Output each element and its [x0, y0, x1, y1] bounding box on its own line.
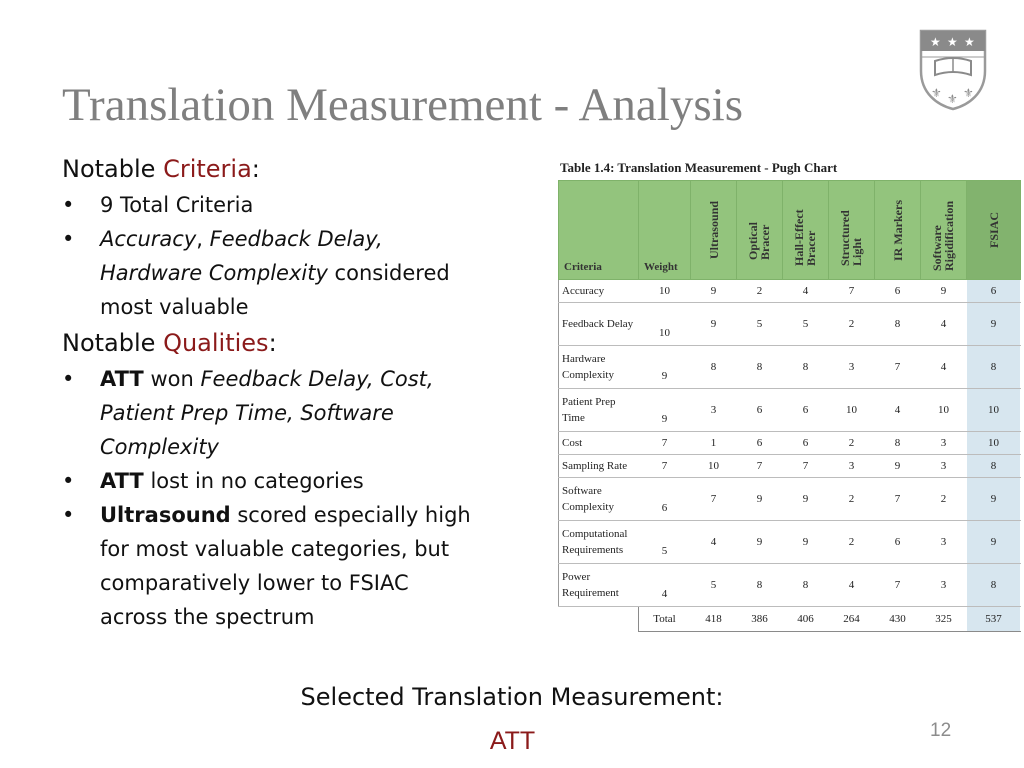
score-cell: 9 [691, 280, 737, 303]
bullet-italic: Feedback Delay, Cost, Patient Prep Time, Software Complexity [100, 367, 434, 459]
score-cell: 3 [921, 432, 967, 455]
heading-suffix: : [268, 329, 277, 357]
score-cell: 2 [829, 303, 875, 346]
score-cell: 7 [783, 455, 829, 478]
score-cell: 3 [829, 455, 875, 478]
total-row [559, 607, 1021, 632]
score-cell: 5 [783, 303, 829, 346]
column-header-label: Ultrasound [706, 200, 721, 259]
score-cell: 6 [967, 280, 1021, 303]
table-row [559, 455, 1021, 478]
list-item [62, 222, 482, 324]
score-cell: 10 [829, 389, 875, 432]
bullet-bold: ATT [100, 469, 144, 493]
score-cell: 9 [921, 280, 967, 303]
table-header-row [559, 181, 1021, 280]
selected-label: Selected Translation Measurement: [300, 683, 724, 711]
criteria-heading [62, 150, 482, 188]
score-cell: 9 [691, 303, 737, 346]
score-cell: 1 [691, 432, 737, 455]
svg-text:⚜: ⚜ [947, 92, 958, 106]
table-row [559, 389, 1021, 432]
score-cell: 6 [783, 389, 829, 432]
total-cell: 386 [737, 607, 783, 632]
bullet-italic: Accuracy [100, 227, 197, 251]
slide-title: Translation Measurement - Analysis [62, 79, 743, 131]
blank-cell [559, 607, 639, 632]
score-cell: 6 [783, 432, 829, 455]
column-header-label: IR Markers [890, 199, 905, 261]
score-cell: 7 [829, 280, 875, 303]
table-row [559, 432, 1021, 455]
score-cell: 6 [737, 389, 783, 432]
column-header-option [829, 181, 875, 280]
score-cell: 6 [875, 280, 921, 303]
pugh-chart [558, 160, 1020, 632]
total-cell: 264 [829, 607, 875, 632]
score-cell: 2 [829, 521, 875, 564]
criteria-cell: Feedback Delay [559, 303, 639, 346]
score-cell: 8 [737, 564, 783, 607]
bullet-text: lost in no categories [143, 469, 364, 493]
score-cell: 2 [829, 478, 875, 521]
score-cell: 8 [875, 303, 921, 346]
score-cell: 4 [691, 521, 737, 564]
score-cell: 10 [967, 389, 1021, 432]
table-row [559, 346, 1021, 389]
score-cell: 10 [921, 389, 967, 432]
score-cell: 4 [921, 346, 967, 389]
qualities-bullets [62, 362, 482, 634]
score-cell: 9 [967, 303, 1021, 346]
total-cell: 537 [967, 607, 1021, 632]
weight-cell: 5 [639, 521, 691, 564]
score-cell: 8 [967, 564, 1021, 607]
criteria-cell: Computational Requirements [559, 521, 639, 564]
score-cell: 8 [783, 564, 829, 607]
score-cell: 4 [783, 280, 829, 303]
total-cell: 325 [921, 607, 967, 632]
score-cell: 9 [967, 478, 1021, 521]
column-header-option [875, 181, 921, 280]
column-header-option [783, 181, 829, 280]
list-item [62, 362, 482, 464]
column-header-label: Hall-Effect Bracer [791, 209, 818, 266]
bullet-glyph: • [62, 469, 75, 493]
heading-prefix: Notable [62, 155, 164, 183]
svg-text:★: ★ [930, 35, 941, 49]
qualities-heading [62, 324, 482, 362]
weight-cell: 9 [639, 346, 691, 389]
criteria-cell: Accuracy [559, 280, 639, 303]
column-header-fsiac [967, 181, 1021, 280]
weight-cell: 9 [639, 389, 691, 432]
weight-cell: 4 [639, 564, 691, 607]
bullet-text: scored especially high for most valuable categories, but comparatively lower to FSIAC across the spectrum [100, 503, 471, 629]
table-row [559, 280, 1021, 303]
score-cell: 4 [875, 389, 921, 432]
bullet-text: won [143, 367, 201, 391]
bullet-bold: ATT [100, 367, 144, 391]
score-cell: 7 [737, 455, 783, 478]
bullet-italic: Feedback Delay, Hardware Complexity [100, 227, 383, 285]
score-cell: 2 [829, 432, 875, 455]
score-cell: 8 [783, 346, 829, 389]
score-cell: 7 [875, 564, 921, 607]
total-cell: 418 [691, 607, 737, 632]
bullet-text: considered most valuable [100, 261, 450, 319]
weight-cell: 10 [639, 303, 691, 346]
score-cell: 3 [921, 455, 967, 478]
score-cell: 2 [737, 280, 783, 303]
list-item [62, 464, 482, 498]
score-cell: 6 [875, 521, 921, 564]
column-header-label: Structured Light [837, 210, 864, 266]
criteria-cell: Power Requirement [559, 564, 639, 607]
weight-cell: 7 [639, 432, 691, 455]
criteria-bullets [62, 188, 482, 324]
total-label: Total [639, 607, 691, 632]
heading-accent: Criteria [163, 155, 252, 183]
svg-text:⚜: ⚜ [963, 86, 974, 100]
score-cell: 4 [921, 303, 967, 346]
score-cell: 2 [921, 478, 967, 521]
bullet-glyph: • [62, 193, 75, 217]
table-row [559, 521, 1021, 564]
score-cell: 7 [875, 346, 921, 389]
score-cell: 7 [875, 478, 921, 521]
score-cell: 10 [967, 432, 1021, 455]
score-cell: 9 [967, 521, 1021, 564]
university-crest-logo [917, 27, 989, 111]
score-cell: 9 [875, 455, 921, 478]
total-cell: 430 [875, 607, 921, 632]
column-header-option [737, 181, 783, 280]
score-cell: 3 [829, 346, 875, 389]
score-cell: 6 [737, 432, 783, 455]
heading-suffix: : [251, 155, 260, 183]
table-row [559, 478, 1021, 521]
column-header-criteria: Criteria [559, 181, 639, 280]
score-cell: 9 [737, 478, 783, 521]
pugh-table [558, 180, 1021, 632]
criteria-cell: Cost [559, 432, 639, 455]
bullet-text: , [196, 227, 210, 251]
column-header-label: Optical Bracer [745, 222, 772, 260]
score-cell: 9 [783, 521, 829, 564]
table-caption: Table 1.4: Translation Measurement - Pugh Chart [560, 160, 838, 175]
weight-cell: 10 [639, 280, 691, 303]
score-cell: 8 [737, 346, 783, 389]
score-cell: 3 [691, 389, 737, 432]
column-header-option [691, 181, 737, 280]
svg-text:⚜: ⚜ [931, 86, 942, 100]
bullet-text: 9 Total Criteria [100, 193, 254, 217]
svg-text:★: ★ [964, 35, 975, 49]
bullet-glyph: • [62, 227, 75, 251]
column-header-label: Software Rigidification [929, 200, 956, 271]
score-cell: 4 [829, 564, 875, 607]
list-item [62, 498, 482, 634]
table-row [559, 303, 1021, 346]
criteria-cell: Software Complexity [559, 478, 639, 521]
score-cell: 8 [691, 346, 737, 389]
score-cell: 9 [783, 478, 829, 521]
selected-value: ATT [489, 727, 536, 755]
heading-accent: Qualities [163, 329, 269, 357]
criteria-cell: Hardware Complexity [559, 346, 639, 389]
column-header-option [921, 181, 967, 280]
notes-panel [62, 150, 482, 634]
bullet-glyph: • [62, 367, 75, 391]
score-cell: 9 [737, 521, 783, 564]
list-item [62, 188, 482, 222]
svg-text:★: ★ [947, 35, 958, 49]
weight-cell: 7 [639, 455, 691, 478]
criteria-cell: Patient Prep Time [559, 389, 639, 432]
score-cell: 3 [921, 521, 967, 564]
score-cell: 7 [691, 478, 737, 521]
column-header-weight: Weight [639, 181, 691, 280]
score-cell: 10 [691, 455, 737, 478]
score-cell: 8 [967, 346, 1021, 389]
total-cell: 406 [783, 607, 829, 632]
table-body [559, 280, 1021, 632]
weight-cell: 6 [639, 478, 691, 521]
score-cell: 8 [967, 455, 1021, 478]
page-number: 12 [930, 720, 952, 741]
score-cell: 8 [875, 432, 921, 455]
criteria-cell: Sampling Rate [559, 455, 639, 478]
column-header-label: FSIAC [986, 211, 1001, 248]
score-cell: 5 [737, 303, 783, 346]
table-row [559, 564, 1021, 607]
heading-prefix: Notable [62, 329, 164, 357]
score-cell: 3 [921, 564, 967, 607]
bullet-bold: Ultrasound [100, 503, 231, 527]
score-cell: 5 [691, 564, 737, 607]
bullet-glyph: • [62, 503, 75, 527]
